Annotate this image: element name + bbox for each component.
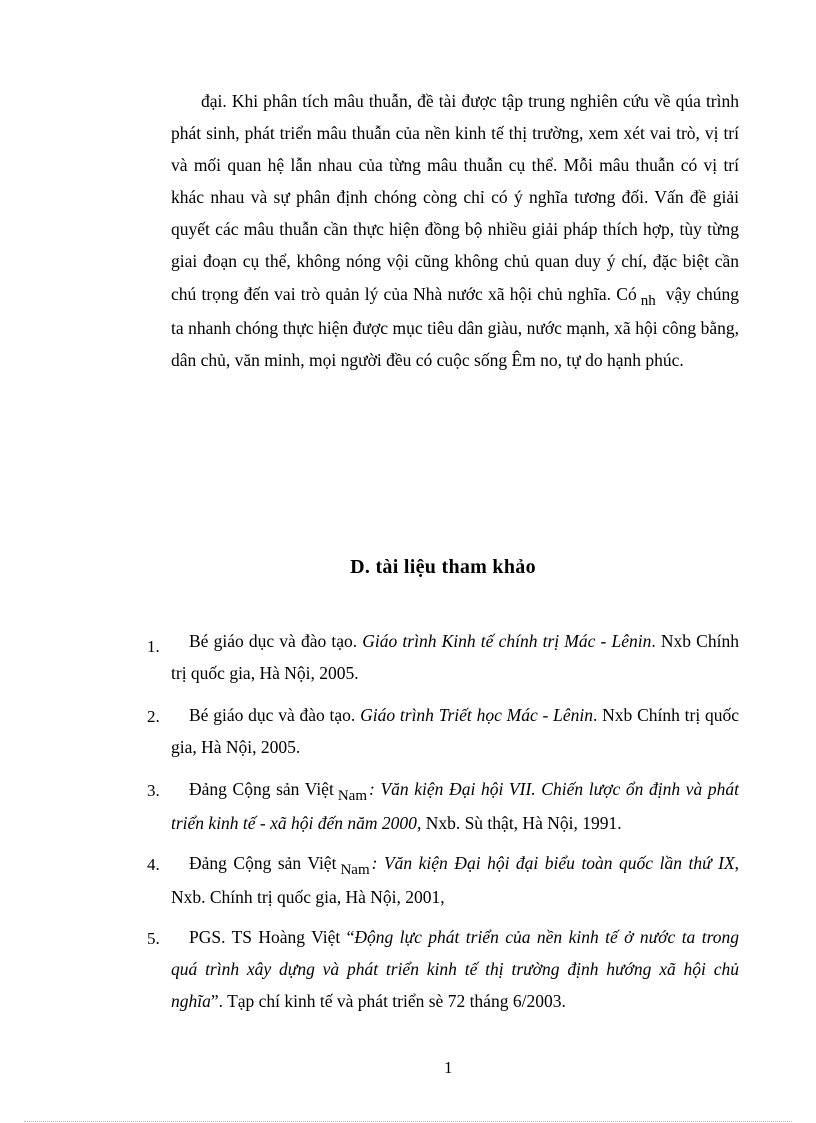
reference-lead-subscript: Nam xyxy=(337,788,367,804)
reference-title: Động lực phát triển của nền kinh tế ở nước ta trong quá trình xây dựng và phát triển kinh tế thị trường định hướng xã hội chủ nghĩa xyxy=(171,927,739,1011)
footer-divider xyxy=(24,1121,792,1122)
body-paragraph xyxy=(171,85,739,376)
reference-text xyxy=(171,699,739,763)
reference-lead: PGS. TS Hoàng Việt “ xyxy=(189,927,355,947)
reference-number: 3. xyxy=(147,781,160,800)
reference-number: 1. xyxy=(147,637,160,656)
reference-rest: , Nxb. Sù thật, Hà Nội, 1991. xyxy=(416,813,622,833)
reference-title: Giáo trình Triết học Mác - Lênin xyxy=(360,705,593,725)
reference-rest: . Nxb Chính trị quốc gia, Hà Nội, 2005. xyxy=(171,631,739,683)
reference-text xyxy=(171,847,739,913)
page-number: 1 xyxy=(444,1058,453,1077)
reference-number: 4. xyxy=(147,855,160,874)
reference-rest: . Nxb Chính trị quốc gia, Hà Nội, 2005. xyxy=(171,705,739,757)
reference-lead-subscript: Nam xyxy=(340,862,370,878)
reference-text xyxy=(171,921,739,1017)
reference-text xyxy=(171,773,739,839)
reference-title: : Văn kiện Đại hội đại biểu toàn quốc lần thứ IX xyxy=(371,853,735,873)
reference-lead: Đảng Cộng sản Việt xyxy=(189,779,334,799)
reference-rest: , Nxb. Chính trị quốc gia, Hà Nội, 2001, xyxy=(171,853,740,907)
reference-lead: Đảng Cộng sản Việt xyxy=(189,853,337,873)
reference-title: : Văn kiện Đại hội VII. Chiến lược ổn định và phát triển kinh tế - xã hội đến năm 2000 xyxy=(171,779,740,833)
reference-number: 2. xyxy=(147,707,160,726)
body-text-part1: đại. Khi phân tích mâu thuẫn, đề tài được tập trung nghiên cứu về qúa trình phát sinh, phát triển mâu thuẫn của nền kinh tế thị trường, xem xét vai trò, vị trí và mối quan hệ lẫn nhau của từng mâu thuẫn cụ thể. Mỗi mâu thuẫn có vị trí khác nhau và sự phân định chóng còng chỉ có ý nghĩa tương đối. Vấn đề giải quyết các mâu thuẫn cần thực hiện đồng bộ nhiều giải pháp thích hợp, tùy từng giai đoạn cụ thể, không nóng vội cũng không chủ quan duy ý chí, đặc biệt cần chú trọng đến vai trò quản lý của Nhà nước xã hội chủ nghĩa. Có xyxy=(171,91,739,304)
reference-lead: Bé giáo dục và đào tạo. xyxy=(189,705,356,725)
reference-title: Giáo trình Kinh tế chính trị Mác - Lênin xyxy=(362,631,652,651)
reference-number: 5. xyxy=(147,929,160,948)
section-heading: D. tài liệu tham khảo xyxy=(350,556,536,578)
reference-rest: ”. Tạp chí kinh tế và phát triển sè 72 tháng 6/2003. xyxy=(210,991,566,1011)
body-text-part2: vậy chúng ta nhanh chóng thực hiện được mục tiêu dân giàu, nước mạnh, xã hội công bằng, dân chủ, văn minh, mọi người đều có cuộc sống Êm no, tự do hạnh phúc. xyxy=(171,283,739,370)
body-text-subscript: nh xyxy=(640,292,656,309)
reference-lead: Bé giáo dục và đào tạo. xyxy=(189,631,358,651)
reference-text xyxy=(171,625,739,689)
